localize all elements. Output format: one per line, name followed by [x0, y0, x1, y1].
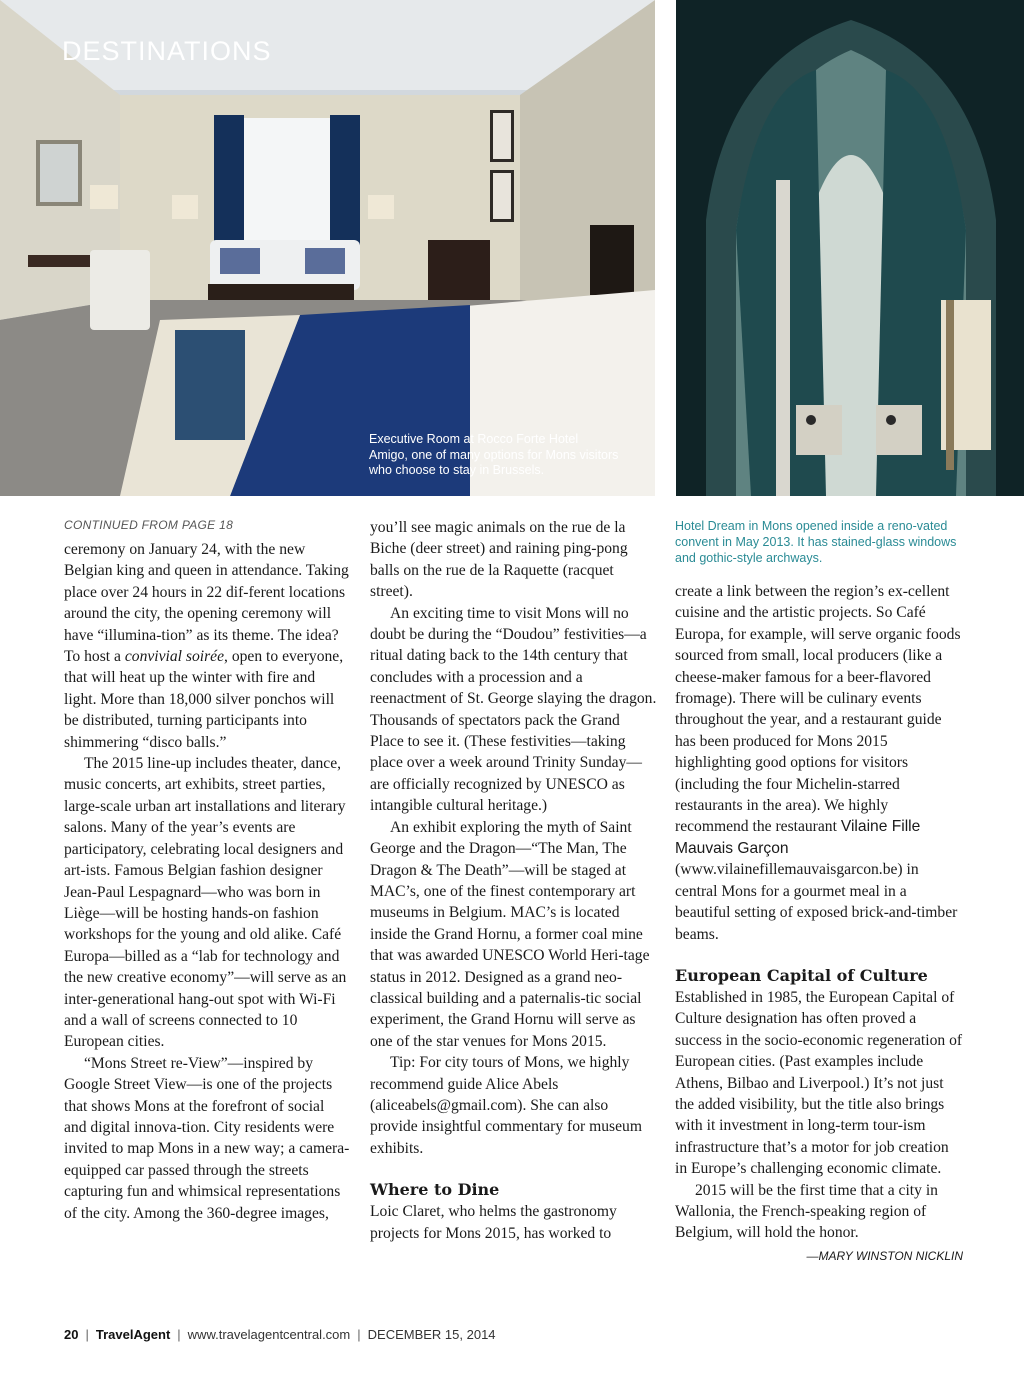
continued-from-label: CONTINUED FROM PAGE 18	[64, 518, 234, 532]
paragraph: Loic Claret, who helms the gastronomy projects for Mons 2015, has worked to	[370, 1203, 617, 1242]
subhead-where-to-dine: Where to Dine	[370, 1180, 500, 1200]
left-photo-caption: Executive Room at Rocco Forte Hotel Amigo, one of many options for Mons visitors who choose to stay in Brussels.	[369, 432, 619, 477]
paragraph: you’ll see magic animals on the rue de la Biche (deer street) and raining ping-pong balls on the rue de la Raquette (racquet street).	[370, 519, 628, 601]
page-number: 20	[64, 1327, 79, 1342]
author-byline: —MARY WINSTON NICKLIN	[806, 1248, 963, 1263]
paragraph: An exhibit exploring the myth of Saint George and the Dragon—“The Man, The Dragon & The Death”—will be staged at MAC’s, one of the finest contemporary art museums in Belgium. MAC’s is located inside the Grand Hornu, a former coal mine that was awarded UNESCO World Heri-tage status in 2012. Designed as a grand neo-classical building and a paternalis-tic social experiment, the Grand Hornu will serve as one of the star venues for Mons 2015.	[370, 818, 650, 1050]
restaurant-name: Vilaine Fille Mauvais Garçon	[675, 818, 921, 857]
article-column-2	[370, 517, 657, 1244]
hotel-room-illustration	[0, 0, 655, 496]
article-column-3	[675, 581, 963, 1267]
paragraph: 2015 will be the first time that a city in Wallonia, the French-speaking region of Belgium, will hold the honor.	[675, 1181, 938, 1242]
section-label: DESTINATIONS	[62, 36, 272, 66]
issue-date: DECEMBER 15, 2014	[367, 1327, 496, 1342]
paragraph: The 2015 line-up includes theater, dance, music concerts, art exhibits, street parties, large-scale urban art installations and literary salons. Many of the year’s events are participatory, celebrating local designers and art-ists. Famous Belgian fashion designer Jean-Paul Lespagnard—who was born in Liège—will be hosting hands-on fashion workshops for the young and old alike. Café Europa—billed as a “lab for technology and the new creative economy”—will serve as an inter-generational hang-out spot with Wi-Fi and a wall of screens connected to 10 European cities.	[64, 755, 347, 1051]
page-footer: 20 | TravelAgent | www.travelagentcentral.com | DECEMBER 15, 2014	[64, 1327, 496, 1342]
paragraph: Tip: For city tours of Mons, we highly recommend guide Alice Abels (aliceabels@gmail.com). She can also provide insightful commentary for museum exhibits.	[370, 1054, 642, 1157]
right-photo-caption: Hotel Dream in Mons opened inside a reno-vated convent in May 2013. It has stained-glass windows and gothic-style archways.	[675, 519, 957, 565]
paragraph: create a link between the region’s ex-cellent cuisine and the artistic projects. So Café Europa, for example, will serve organic foods sourced from small, local producers (like a cheese-maker famous for a beer-flavored fromage). There will be culinary events throughout the year, and a restaurant guide has been produced for Mons 2015 highlighting good options for visitors (including the four Michelin-starred restaurants in the area). We highly recommend the restaurant Vilaine Fille Mauvais Garçon (www.vilainefillemauvaisgarcon.be) in central Mons for a gourmet meal in a beautiful setting of exposed brick-and-timber beams.	[675, 583, 961, 943]
subhead-capital-of-culture: European Capital of Culture	[675, 965, 928, 985]
paragraph: “Mons Street re-View”—inspired by Google Street View—is one of the projects that shows Mons at the forefront of social and digital innova-tion. City residents were invited to map Mons in a new way; a camera-equipped car passed through the streets capturing fun and whimsical representations of the city. Among the 360-degree images,	[64, 1054, 350, 1222]
italic-phrase: convivial soirée	[124, 648, 225, 666]
paragraph: Established in 1985, the European Capital of Culture designation has often proved a success in the socio-economic regeneration of European cities. (Past examples include Athens, Bilbao and Liverpool.) It’s not just the added visibility, but the title also brings with it investment in long-term tour-ism infrastructure that’s a motor for job creation in Europe’s challenging economic climate.	[675, 988, 963, 1178]
archway-illustration	[676, 0, 1024, 496]
executive-room-photo	[0, 0, 655, 496]
magazine-name: TravelAgent	[95, 1327, 171, 1342]
website-url: www.travelagentcentral.com	[187, 1327, 351, 1342]
paragraph: ceremony on January 24, with the new Belgian king and queen in attendance. Taking place over 24 hours in 22 dif-ferent locations around the city, the opening ceremony will have “illumina-tion” as its theme. The idea? To host a convivial soirée, open to everyone, that will heat up the winter with fire and light. More than 18,000 silver ponchos will be distributed, turning participants into shimmering “disco balls.”	[64, 541, 349, 751]
hotel-dream-photo	[676, 0, 1024, 496]
paragraph: An exciting time to visit Mons will no doubt be during the “Doudou” festivities—a ritual dating back to the 14th century that concludes with a procession and a reenactment of St. George slaying the dragon. Thousands of spectators pack the Grand Place to see it. (These festivities—taking place over a week around Trinity Sunday—are officially recognized by UNESCO as intangible cultural heritage.)	[370, 604, 657, 815]
article-column-1	[64, 539, 350, 1224]
